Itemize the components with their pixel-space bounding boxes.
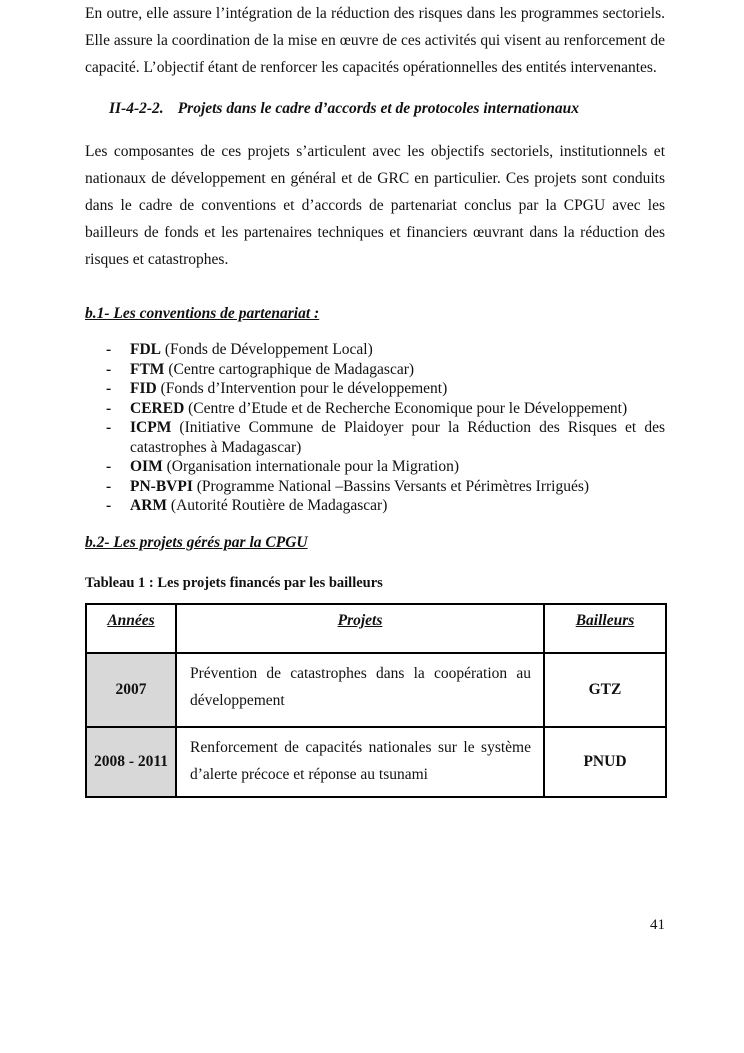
list-item-desc: (Centre cartographique de Madagascar) xyxy=(168,360,415,378)
section-title: Projets dans le cadre d’accords et de protocoles internationaux xyxy=(177,100,579,117)
list-item-desc: (Fonds d’Intervention pour le développement) xyxy=(160,380,448,397)
list-item-desc: (Autorité Routière de Madagascar) xyxy=(170,497,388,514)
list-item-abbr: ICPM xyxy=(130,419,172,436)
partner-list xyxy=(85,340,665,516)
list-item-pnbvpi xyxy=(85,477,665,497)
list-bullet: - xyxy=(106,380,112,397)
table-row xyxy=(86,653,666,727)
list-item-abbr: FTM xyxy=(130,360,165,378)
list-bullet: - xyxy=(106,419,112,436)
document-page xyxy=(85,0,665,798)
list-bullet: - xyxy=(106,497,112,514)
table-header-row xyxy=(86,604,666,653)
table-caption: Tableau 1 : Les projets financés par les bailleurs xyxy=(85,574,383,591)
donor-cell: GTZ xyxy=(544,653,666,727)
list-item-abbr: PN-BVPI xyxy=(130,477,193,495)
list-bullet: - xyxy=(106,477,112,495)
list-item-desc: (Organisation internationale pour la Migration) xyxy=(166,458,460,475)
section-paragraph: Les composantes de ces projets s’articulent avec les objectifs sectoriels, institutionnels et nationaux de développement en général et de GRC en particulier. Ces projets sont conduits dans le cadre de conventions et d’accords de partenariat conclus par la CPGU avec les bailleurs de fonds et les partenaires techniques et financiers œuvrant dans la réduction des risques et catastrophes. xyxy=(85,143,665,268)
list-item-abbr: ARM xyxy=(130,497,168,514)
list-bullet: - xyxy=(106,399,112,417)
list-item-oim xyxy=(85,457,665,477)
subsection-b1-heading: b.1- Les conventions de partenariat : xyxy=(85,305,320,322)
intro-paragraph: En outre, elle assure l’intégration de la réduction des risques dans les programmes sectoriels. Elle assure la coordination de la mise en œuvre de ces activités qui visent au renforcement de capacité. L’objectif étant de renforcer les capacités opérationnelles des entités intervenantes. xyxy=(85,5,665,76)
list-item-ftm xyxy=(85,360,665,380)
list-item-desc: (Programme National –Bassins Versants et Périmètres Irrigués) xyxy=(196,477,590,495)
years-cell: 2007 xyxy=(86,653,176,727)
list-item-abbr: CERED xyxy=(130,399,185,417)
page-number: 41 xyxy=(650,917,665,933)
list-item-arm xyxy=(85,496,665,516)
list-item-abbr: FID xyxy=(130,380,157,397)
list-item-abbr: OIM xyxy=(130,458,163,475)
table-header-projets: Projets xyxy=(176,604,544,653)
list-item-fid xyxy=(85,379,665,399)
list-bullet: - xyxy=(106,458,112,475)
list-item-fdl xyxy=(85,340,665,360)
list-item-desc: (Initiative Commune de Plaidoyer pour la Réduction des Risques et des catastrophes à Madagascar) xyxy=(130,419,665,456)
list-item-cered xyxy=(85,399,665,419)
list-bullet: - xyxy=(106,360,112,378)
list-item-desc: (Fonds de Développement Local) xyxy=(164,341,373,358)
years-cell: 2008 - 2011 xyxy=(86,727,176,797)
project-cell: Renforcement de capacités nationales sur le système d’alerte précoce et réponse au tsunami xyxy=(176,727,544,797)
subsection-b2-heading: b.2- Les projets gérés par la CPGU xyxy=(85,533,308,551)
table-header-bailleurs: Bailleurs xyxy=(544,604,666,653)
section-heading xyxy=(85,97,665,121)
list-item-abbr: FDL xyxy=(130,341,161,358)
table-header-annees: Années xyxy=(86,604,176,653)
list-item-desc: (Centre d’Etude et de Recherche Economique pour le Développement) xyxy=(188,399,628,417)
list-bullet: - xyxy=(106,341,112,358)
list-item-icpm xyxy=(85,418,665,457)
table-row xyxy=(86,727,666,797)
projects-table xyxy=(85,603,667,798)
section-number: II-4-2-2. xyxy=(109,100,164,117)
project-cell: Prévention de catastrophes dans la coopération au développement xyxy=(176,653,544,727)
donor-cell: PNUD xyxy=(544,727,666,797)
